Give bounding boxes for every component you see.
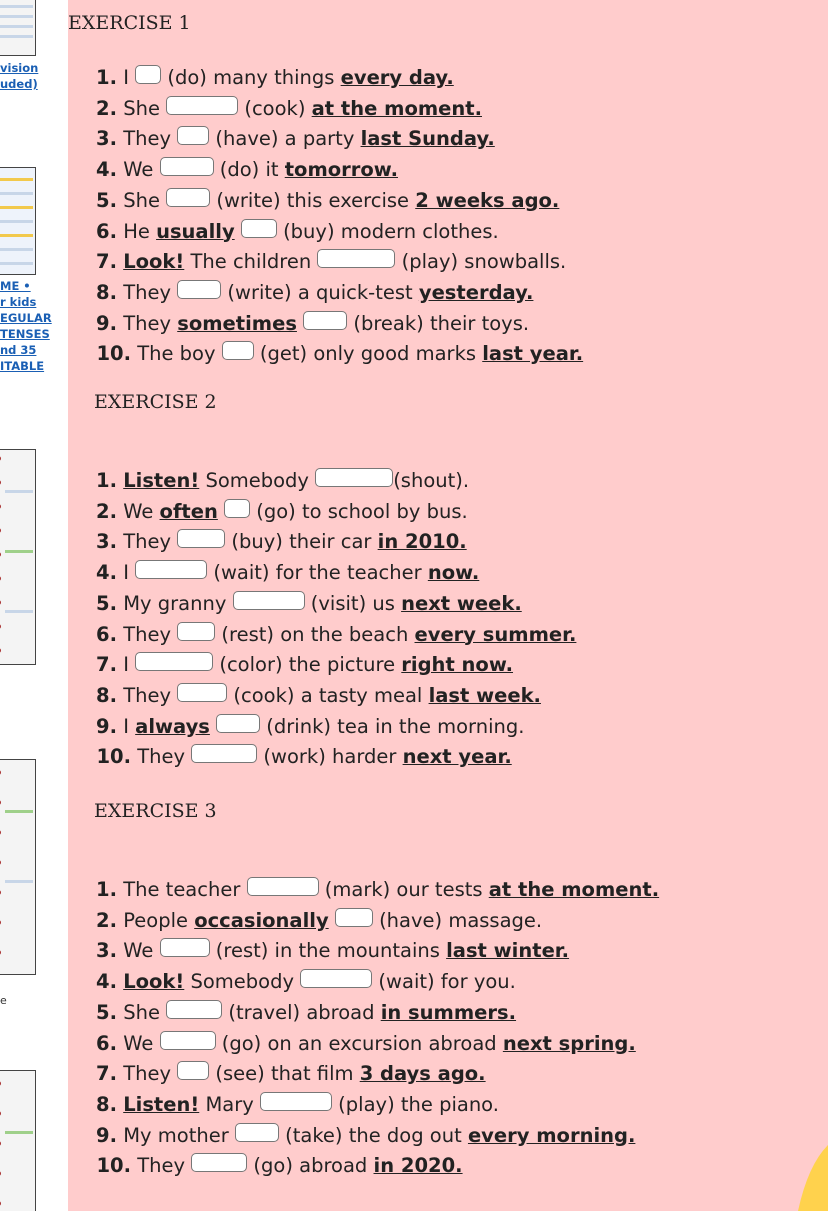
sentence-text: I bbox=[123, 714, 136, 738]
sentence-text: (play) the piano. bbox=[331, 1092, 499, 1116]
time-expression: at the moment. bbox=[488, 878, 660, 901]
sentence-text: Somebody bbox=[184, 970, 301, 994]
time-expression: last winter. bbox=[446, 939, 570, 963]
time-expression: at the moment. bbox=[311, 96, 482, 120]
sidebar-link-line: uded) bbox=[0, 77, 38, 91]
sentence-text: The boy bbox=[137, 342, 222, 366]
sidebar bbox=[0, 0, 68, 1211]
exercise-item bbox=[83, 277, 533, 308]
sidebar-link-line: EGULAR bbox=[0, 311, 52, 325]
answer-input[interactable] bbox=[315, 468, 393, 487]
answer-input[interactable] bbox=[160, 1031, 216, 1050]
exercise-item bbox=[83, 1120, 635, 1151]
item-number: 9. bbox=[96, 311, 117, 335]
item-number: 4. bbox=[96, 158, 117, 182]
exercise-item bbox=[83, 935, 569, 966]
item-number: 4. bbox=[96, 561, 117, 585]
time-expression: right now. bbox=[401, 653, 514, 677]
time-expression: in 2010. bbox=[377, 530, 467, 554]
answer-input[interactable] bbox=[300, 969, 372, 988]
sentence-text: They bbox=[123, 311, 178, 335]
time-expression: usually bbox=[156, 219, 235, 243]
time-expression: Listen! bbox=[123, 469, 200, 492]
sentence-text: (take) the dog out bbox=[278, 1123, 468, 1147]
item-number: 3. bbox=[96, 127, 117, 151]
time-expression: often bbox=[159, 499, 218, 523]
answer-input[interactable] bbox=[247, 877, 319, 896]
item-number: 3. bbox=[96, 530, 117, 554]
time-expression: every morning. bbox=[467, 1123, 636, 1147]
sentence-text: My granny bbox=[123, 591, 233, 615]
sentence-text: Somebody bbox=[199, 469, 316, 492]
answer-input[interactable] bbox=[177, 280, 221, 299]
time-expression: 2 weeks ago. bbox=[415, 188, 560, 212]
time-expression: every day. bbox=[340, 66, 454, 89]
sentence-text: (write) this exercise bbox=[210, 188, 416, 212]
time-expression: every summer. bbox=[414, 622, 577, 646]
sentence-text: (do) many things bbox=[161, 66, 341, 89]
answer-input[interactable] bbox=[166, 188, 210, 207]
item-number: 8. bbox=[96, 683, 117, 707]
item-number: 6. bbox=[96, 622, 117, 646]
answer-input[interactable] bbox=[177, 126, 209, 145]
sentence-text: (visit) us bbox=[304, 591, 402, 615]
answer-input[interactable] bbox=[177, 683, 227, 702]
exercise-1-title: EXERCISE 1 bbox=[68, 12, 191, 34]
item-number: 10. bbox=[96, 745, 131, 769]
sentence-text: They bbox=[137, 1154, 192, 1178]
answer-input[interactable] bbox=[160, 938, 210, 957]
time-expression: tomorrow. bbox=[284, 158, 398, 182]
exercise-3-title: EXERCISE 3 bbox=[94, 800, 217, 822]
sentence-text: We bbox=[123, 499, 160, 523]
sentence-text bbox=[329, 909, 335, 932]
sidebar-note: e bbox=[0, 994, 7, 1007]
sentence-text: (have) massage. bbox=[372, 908, 543, 932]
sidebar-link-1[interactable] bbox=[0, 60, 68, 92]
time-expression: Look! bbox=[123, 970, 185, 994]
answer-input[interactable] bbox=[177, 1061, 209, 1080]
item-number: 10. bbox=[96, 1154, 131, 1178]
time-expression: in 2020. bbox=[373, 1154, 463, 1178]
answer-input[interactable] bbox=[191, 1153, 247, 1172]
item-number: 1. bbox=[96, 66, 117, 89]
sentence-text: (color) the picture bbox=[213, 653, 402, 677]
sidebar-link-line: TENSES bbox=[0, 327, 50, 341]
item-number: 2. bbox=[96, 499, 117, 523]
sentence-text: The teacher bbox=[123, 878, 247, 901]
sentence-text: He bbox=[123, 219, 157, 243]
sidebar-link-line: vision bbox=[0, 61, 39, 75]
time-expression: always bbox=[135, 714, 210, 738]
worksheet-thumbnail[interactable] bbox=[0, 449, 36, 665]
time-expression: next spring. bbox=[502, 1031, 636, 1055]
answer-input[interactable] bbox=[317, 249, 395, 268]
exercise-item bbox=[83, 905, 542, 936]
answer-input[interactable] bbox=[224, 499, 250, 518]
time-expression: next week. bbox=[401, 591, 522, 615]
sidebar-link-line: r kids bbox=[0, 295, 37, 309]
exercise-item bbox=[83, 123, 495, 154]
sidebar-link-line: ME • bbox=[0, 279, 31, 293]
sentence-text: (do) it bbox=[213, 158, 285, 182]
time-expression: next year. bbox=[402, 745, 512, 769]
item-number: 8. bbox=[96, 1092, 117, 1116]
time-expression: in summers. bbox=[380, 1000, 517, 1024]
worksheet-content bbox=[68, 0, 828, 1211]
exercise-item bbox=[83, 216, 499, 247]
sentence-text: My mother bbox=[123, 1123, 235, 1147]
sentence-text: I bbox=[123, 653, 136, 677]
exercise-item bbox=[83, 1058, 486, 1089]
sentence-text: Mary bbox=[199, 1092, 260, 1116]
answer-input[interactable] bbox=[216, 714, 260, 733]
exercise-item bbox=[83, 526, 467, 557]
exercise-item bbox=[83, 966, 516, 997]
answer-input[interactable] bbox=[233, 591, 305, 610]
item-number: 9. bbox=[96, 1123, 117, 1147]
answer-input[interactable] bbox=[191, 744, 257, 763]
answer-input[interactable] bbox=[241, 219, 277, 238]
exercise-item bbox=[83, 496, 468, 527]
exercise-item bbox=[83, 1028, 636, 1059]
exercise-item bbox=[83, 874, 659, 905]
exercise-item bbox=[83, 308, 529, 339]
sentence-text: (go) to school by bus. bbox=[250, 499, 468, 523]
answer-input[interactable] bbox=[222, 341, 254, 360]
exercise-item bbox=[83, 557, 479, 588]
item-number: 5. bbox=[96, 1000, 117, 1024]
item-number: 2. bbox=[96, 96, 117, 120]
answer-input[interactable] bbox=[135, 652, 213, 671]
sentence-text: People bbox=[123, 908, 195, 932]
sentence-text: They bbox=[123, 280, 178, 304]
exercise-item bbox=[83, 619, 576, 650]
item-number: 10. bbox=[96, 342, 131, 366]
item-number: 9. bbox=[96, 714, 117, 738]
time-expression: sometimes bbox=[177, 311, 297, 335]
sentence-text: (get) only good marks bbox=[253, 342, 483, 366]
exercise-item bbox=[83, 465, 469, 496]
exercise-item bbox=[83, 711, 524, 742]
sentence-text: (drink) tea in the morning. bbox=[260, 714, 525, 738]
sentence-text: (shout). bbox=[393, 469, 470, 492]
worksheet-thumbnail[interactable] bbox=[0, 759, 36, 975]
sentence-text: They bbox=[137, 745, 192, 769]
sentence-text: She bbox=[123, 96, 167, 120]
exercise-item bbox=[83, 154, 398, 185]
exercise-item bbox=[83, 1089, 499, 1120]
sentence-text bbox=[235, 220, 241, 243]
answer-input[interactable] bbox=[177, 622, 215, 641]
sentence-text: The children bbox=[184, 250, 318, 274]
exercise-item bbox=[83, 997, 516, 1028]
exercise-2-title: EXERCISE 2 bbox=[94, 391, 217, 413]
sentence-text: (play) snowballs. bbox=[395, 250, 567, 274]
sentence-text: They bbox=[123, 127, 178, 151]
sentence-text: (see) that film bbox=[209, 1062, 360, 1086]
exercise-item bbox=[83, 588, 522, 619]
sentence-text: (rest) in the mountains bbox=[209, 939, 447, 963]
answer-input[interactable] bbox=[303, 311, 347, 330]
sentence-text: (buy) modern clothes. bbox=[276, 219, 499, 243]
sentence-text: (travel) abroad bbox=[222, 1000, 381, 1024]
sidebar-link-line: nd 35 bbox=[0, 343, 37, 357]
answer-input[interactable] bbox=[260, 1092, 332, 1111]
time-expression: Look! bbox=[123, 250, 185, 274]
time-expression: occasionally bbox=[194, 908, 329, 932]
item-number: 5. bbox=[96, 188, 117, 212]
sentence-text: They bbox=[123, 683, 178, 707]
answer-input[interactable] bbox=[235, 1123, 279, 1142]
answer-input[interactable] bbox=[177, 529, 225, 548]
sentence-text: We bbox=[123, 1031, 160, 1055]
sentence-text: They bbox=[123, 530, 178, 554]
sentence-text: (cook) bbox=[238, 96, 312, 120]
time-expression: last Sunday. bbox=[360, 127, 495, 151]
sentence-text: (go) abroad bbox=[247, 1154, 374, 1178]
time-expression: now. bbox=[427, 561, 480, 585]
exercise-item bbox=[83, 649, 513, 680]
exercise-item bbox=[83, 741, 512, 772]
time-expression: last week. bbox=[428, 683, 541, 707]
item-number: 1. bbox=[96, 469, 117, 492]
exercise-item bbox=[83, 62, 454, 93]
item-number: 6. bbox=[96, 1031, 117, 1055]
answer-input[interactable] bbox=[160, 157, 214, 176]
item-number: 4. bbox=[96, 970, 117, 994]
sentence-text: (write) a quick-test bbox=[221, 280, 419, 304]
exercise-item bbox=[83, 246, 566, 277]
exercise-item bbox=[83, 338, 583, 369]
sentence-text: (wait) for you. bbox=[372, 970, 516, 994]
sentence-text: (mark) our tests bbox=[318, 878, 489, 901]
time-expression: yesterday. bbox=[418, 280, 534, 304]
sentence-text: She bbox=[123, 188, 167, 212]
sentence-text: They bbox=[123, 1062, 178, 1086]
exercise-item bbox=[83, 185, 559, 216]
answer-input[interactable] bbox=[166, 1000, 222, 1019]
sidebar-link-2[interactable] bbox=[0, 278, 68, 374]
answer-input[interactable] bbox=[135, 65, 161, 84]
sentence-text: (work) harder bbox=[257, 745, 403, 769]
exercise-item bbox=[83, 1150, 463, 1181]
item-number: 6. bbox=[96, 219, 117, 243]
sentence-text: (wait) for the teacher bbox=[207, 561, 428, 585]
item-number: 2. bbox=[96, 908, 117, 932]
exercise-item bbox=[83, 680, 541, 711]
corner-decoration bbox=[798, 1145, 828, 1211]
sentence-text: (cook) a tasty meal bbox=[227, 683, 429, 707]
item-number: 3. bbox=[96, 939, 117, 963]
sentence-text: (break) their toys. bbox=[347, 311, 530, 335]
time-expression: 3 days ago. bbox=[359, 1062, 486, 1086]
item-number: 5. bbox=[96, 591, 117, 615]
worksheet-thumbnail[interactable] bbox=[0, 0, 36, 56]
item-number: 7. bbox=[96, 653, 117, 677]
sentence-text: (buy) their car bbox=[225, 530, 378, 554]
item-number: 7. bbox=[96, 1062, 117, 1086]
sentence-text: (rest) on the beach bbox=[215, 622, 415, 646]
answer-input[interactable] bbox=[335, 908, 373, 927]
sentence-text: They bbox=[123, 622, 178, 646]
sentence-text: (have) a party bbox=[209, 127, 361, 151]
sentence-text: We bbox=[123, 939, 160, 963]
sentence-text: I bbox=[123, 66, 136, 89]
item-number: 1. bbox=[96, 878, 117, 901]
sentence-text: I bbox=[123, 561, 136, 585]
answer-input[interactable] bbox=[166, 96, 238, 115]
worksheet-thumbnail[interactable] bbox=[0, 1070, 36, 1211]
sentence-text: (go) on an excursion abroad bbox=[215, 1031, 503, 1055]
item-number: 7. bbox=[96, 250, 117, 274]
item-number: 8. bbox=[96, 280, 117, 304]
sentence-text: We bbox=[123, 158, 160, 182]
time-expression: last year. bbox=[482, 342, 584, 366]
time-expression: Listen! bbox=[123, 1092, 200, 1116]
exercise-item bbox=[83, 93, 482, 124]
sentence-text: She bbox=[123, 1000, 167, 1024]
sidebar-link-line: ITABLE bbox=[0, 359, 45, 373]
answer-input[interactable] bbox=[135, 560, 207, 579]
worksheet-thumbnail[interactable] bbox=[0, 167, 36, 275]
